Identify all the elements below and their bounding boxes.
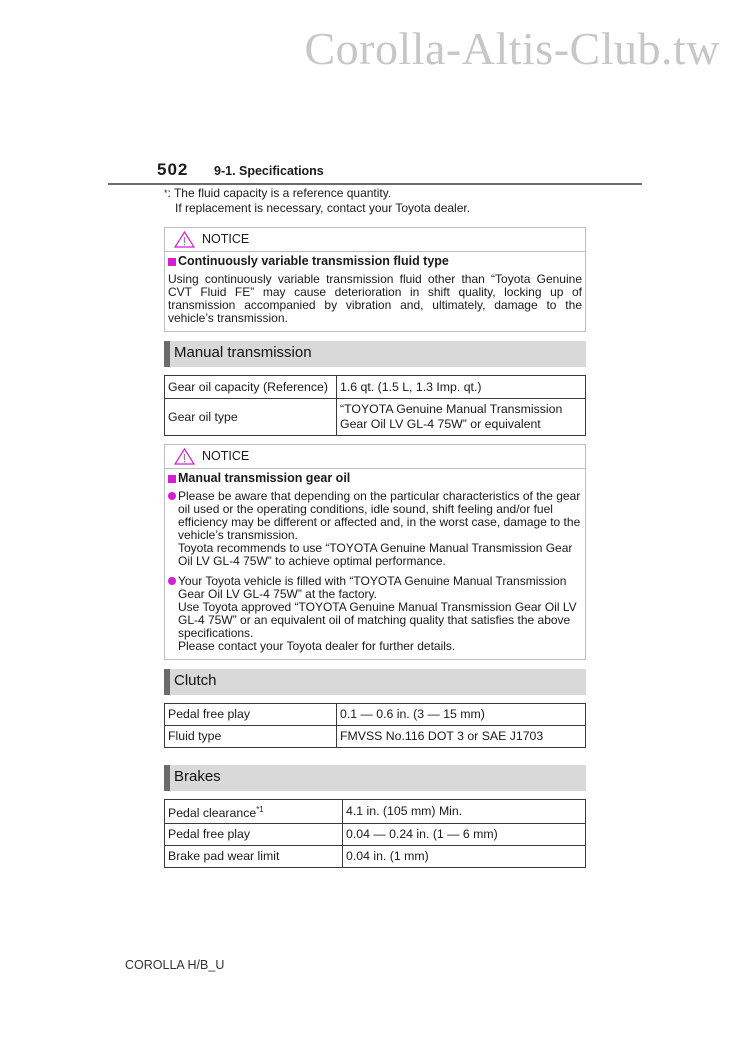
section-heading: Clutch xyxy=(174,672,217,689)
notice-label: NOTICE xyxy=(202,449,250,463)
section-heading: Brakes xyxy=(174,768,221,785)
bullet-paragraph: Toyota recommends to use “TOYOTA Genuine Manual Transmission Gear Oil LV GL-4 75W” to achieve optimal performance. xyxy=(178,541,573,568)
table-row xyxy=(165,800,586,824)
table-cell-label: Pedal free play xyxy=(165,704,337,726)
watermark: Corolla-Altis-Club.tw xyxy=(304,23,720,74)
table-row xyxy=(165,824,586,846)
notice-subtitle xyxy=(168,255,582,268)
bullet-paragraph: Your Toyota vehicle is filled with “TOYOTA Genuine Manual Transmission Gear Oil LV GL-4 75W” at the factory. xyxy=(178,574,567,601)
section-band-brakes xyxy=(164,765,586,791)
table-cell-label xyxy=(165,800,343,824)
notice-subtitle-text: Manual transmission gear oil xyxy=(178,471,351,485)
section-title: 9-1. Specifications xyxy=(214,164,324,178)
table-cell-value: FMVSS No.116 DOT 3 or SAE J1703 xyxy=(337,726,586,748)
notice-subtitle xyxy=(168,472,582,485)
square-bullet-icon xyxy=(168,475,176,483)
square-bullet-icon xyxy=(168,258,176,266)
table-cell-value: 0.04 in. (1 mm) xyxy=(343,846,586,868)
manual-transmission-table xyxy=(164,375,586,436)
notice-label: NOTICE xyxy=(202,232,250,246)
table-cell-value: 1.6 qt. (1.5 L, 1.3 Imp. qt.) xyxy=(337,376,586,399)
clutch-table xyxy=(164,703,586,748)
round-bullet-icon xyxy=(168,577,176,585)
table-cell-label: Gear oil capacity (Reference) xyxy=(165,376,337,399)
table-row xyxy=(165,376,586,399)
table-cell-value: 0.1 — 0.6 in. (3 — 15 mm) xyxy=(337,704,586,726)
brakes-table xyxy=(164,799,586,868)
notice-header xyxy=(165,445,585,469)
list-item xyxy=(168,490,582,568)
table-row xyxy=(165,399,586,436)
cell-text: Pedal clearance xyxy=(168,806,257,821)
footnote-line2: If replacement is necessary, contact your Toyota dealer. xyxy=(175,201,471,215)
notice-box-cvt xyxy=(164,227,586,332)
table-cell-label: Gear oil type xyxy=(165,399,337,436)
notice-header xyxy=(165,228,585,252)
table-row xyxy=(165,704,586,726)
notice-box-gear-oil xyxy=(164,444,586,660)
footnote-line1: : The fluid capacity is a reference quantity. xyxy=(167,186,392,200)
warning-triangle-icon xyxy=(174,448,195,465)
table-cell-label: Pedal free play xyxy=(165,824,343,846)
footnote xyxy=(164,186,586,216)
table-cell-value: “TOYOTA Genuine Manual Transmission Gear Oil LV GL-4 75W” or equivalent xyxy=(337,399,586,436)
notice-subtitle-text: Continuously variable transmission fluid type xyxy=(178,254,449,268)
table-cell-label: Brake pad wear limit xyxy=(165,846,343,868)
round-bullet-icon xyxy=(168,492,176,500)
list-item xyxy=(168,575,582,653)
footer-model: COROLLA H/B_U xyxy=(125,958,225,972)
footnote-ref: *1 xyxy=(256,805,264,814)
bullet-paragraph: Please be aware that depending on the particular characteristics of the gear oil used or the operating conditions, idle sound, shift feeling and/or fuel efficiency may be different or affected and, in the worst case, damage to the vehicle’s transmission. xyxy=(178,489,581,542)
table-cell-label: Fluid type xyxy=(165,726,337,748)
table-row xyxy=(165,846,586,868)
table-row xyxy=(165,726,586,748)
section-band-clutch xyxy=(164,669,586,695)
bullet-paragraph: Please contact your Toyota dealer for further details. xyxy=(178,639,456,653)
header-rule xyxy=(108,183,642,185)
bullet-paragraph: Use Toyota approved “TOYOTA Genuine Manual Transmission Gear Oil LV GL-4 75W” or an equivalent oil of matching quality that satisfies the above specifications. xyxy=(178,600,577,640)
section-heading: Manual transmission xyxy=(174,344,312,361)
table-cell-value: 0.04 — 0.24 in. (1 — 6 mm) xyxy=(343,824,586,846)
notice-text: Using continuously variable transmission fluid other than “Toyota Genuine CVT Fluid FE” may cause deterioration in shift quality, locking up of transmission accompanied by vibration and, ultimately, damage to the vehicle’s transmission. xyxy=(168,272,582,325)
page-number: 502 xyxy=(157,160,189,179)
table-cell-value: 4.1 in. (105 mm) Min. xyxy=(343,800,586,824)
section-band-manual-transmission xyxy=(164,341,586,367)
footnote-marker: * xyxy=(164,188,168,198)
warning-triangle-icon xyxy=(174,231,195,248)
